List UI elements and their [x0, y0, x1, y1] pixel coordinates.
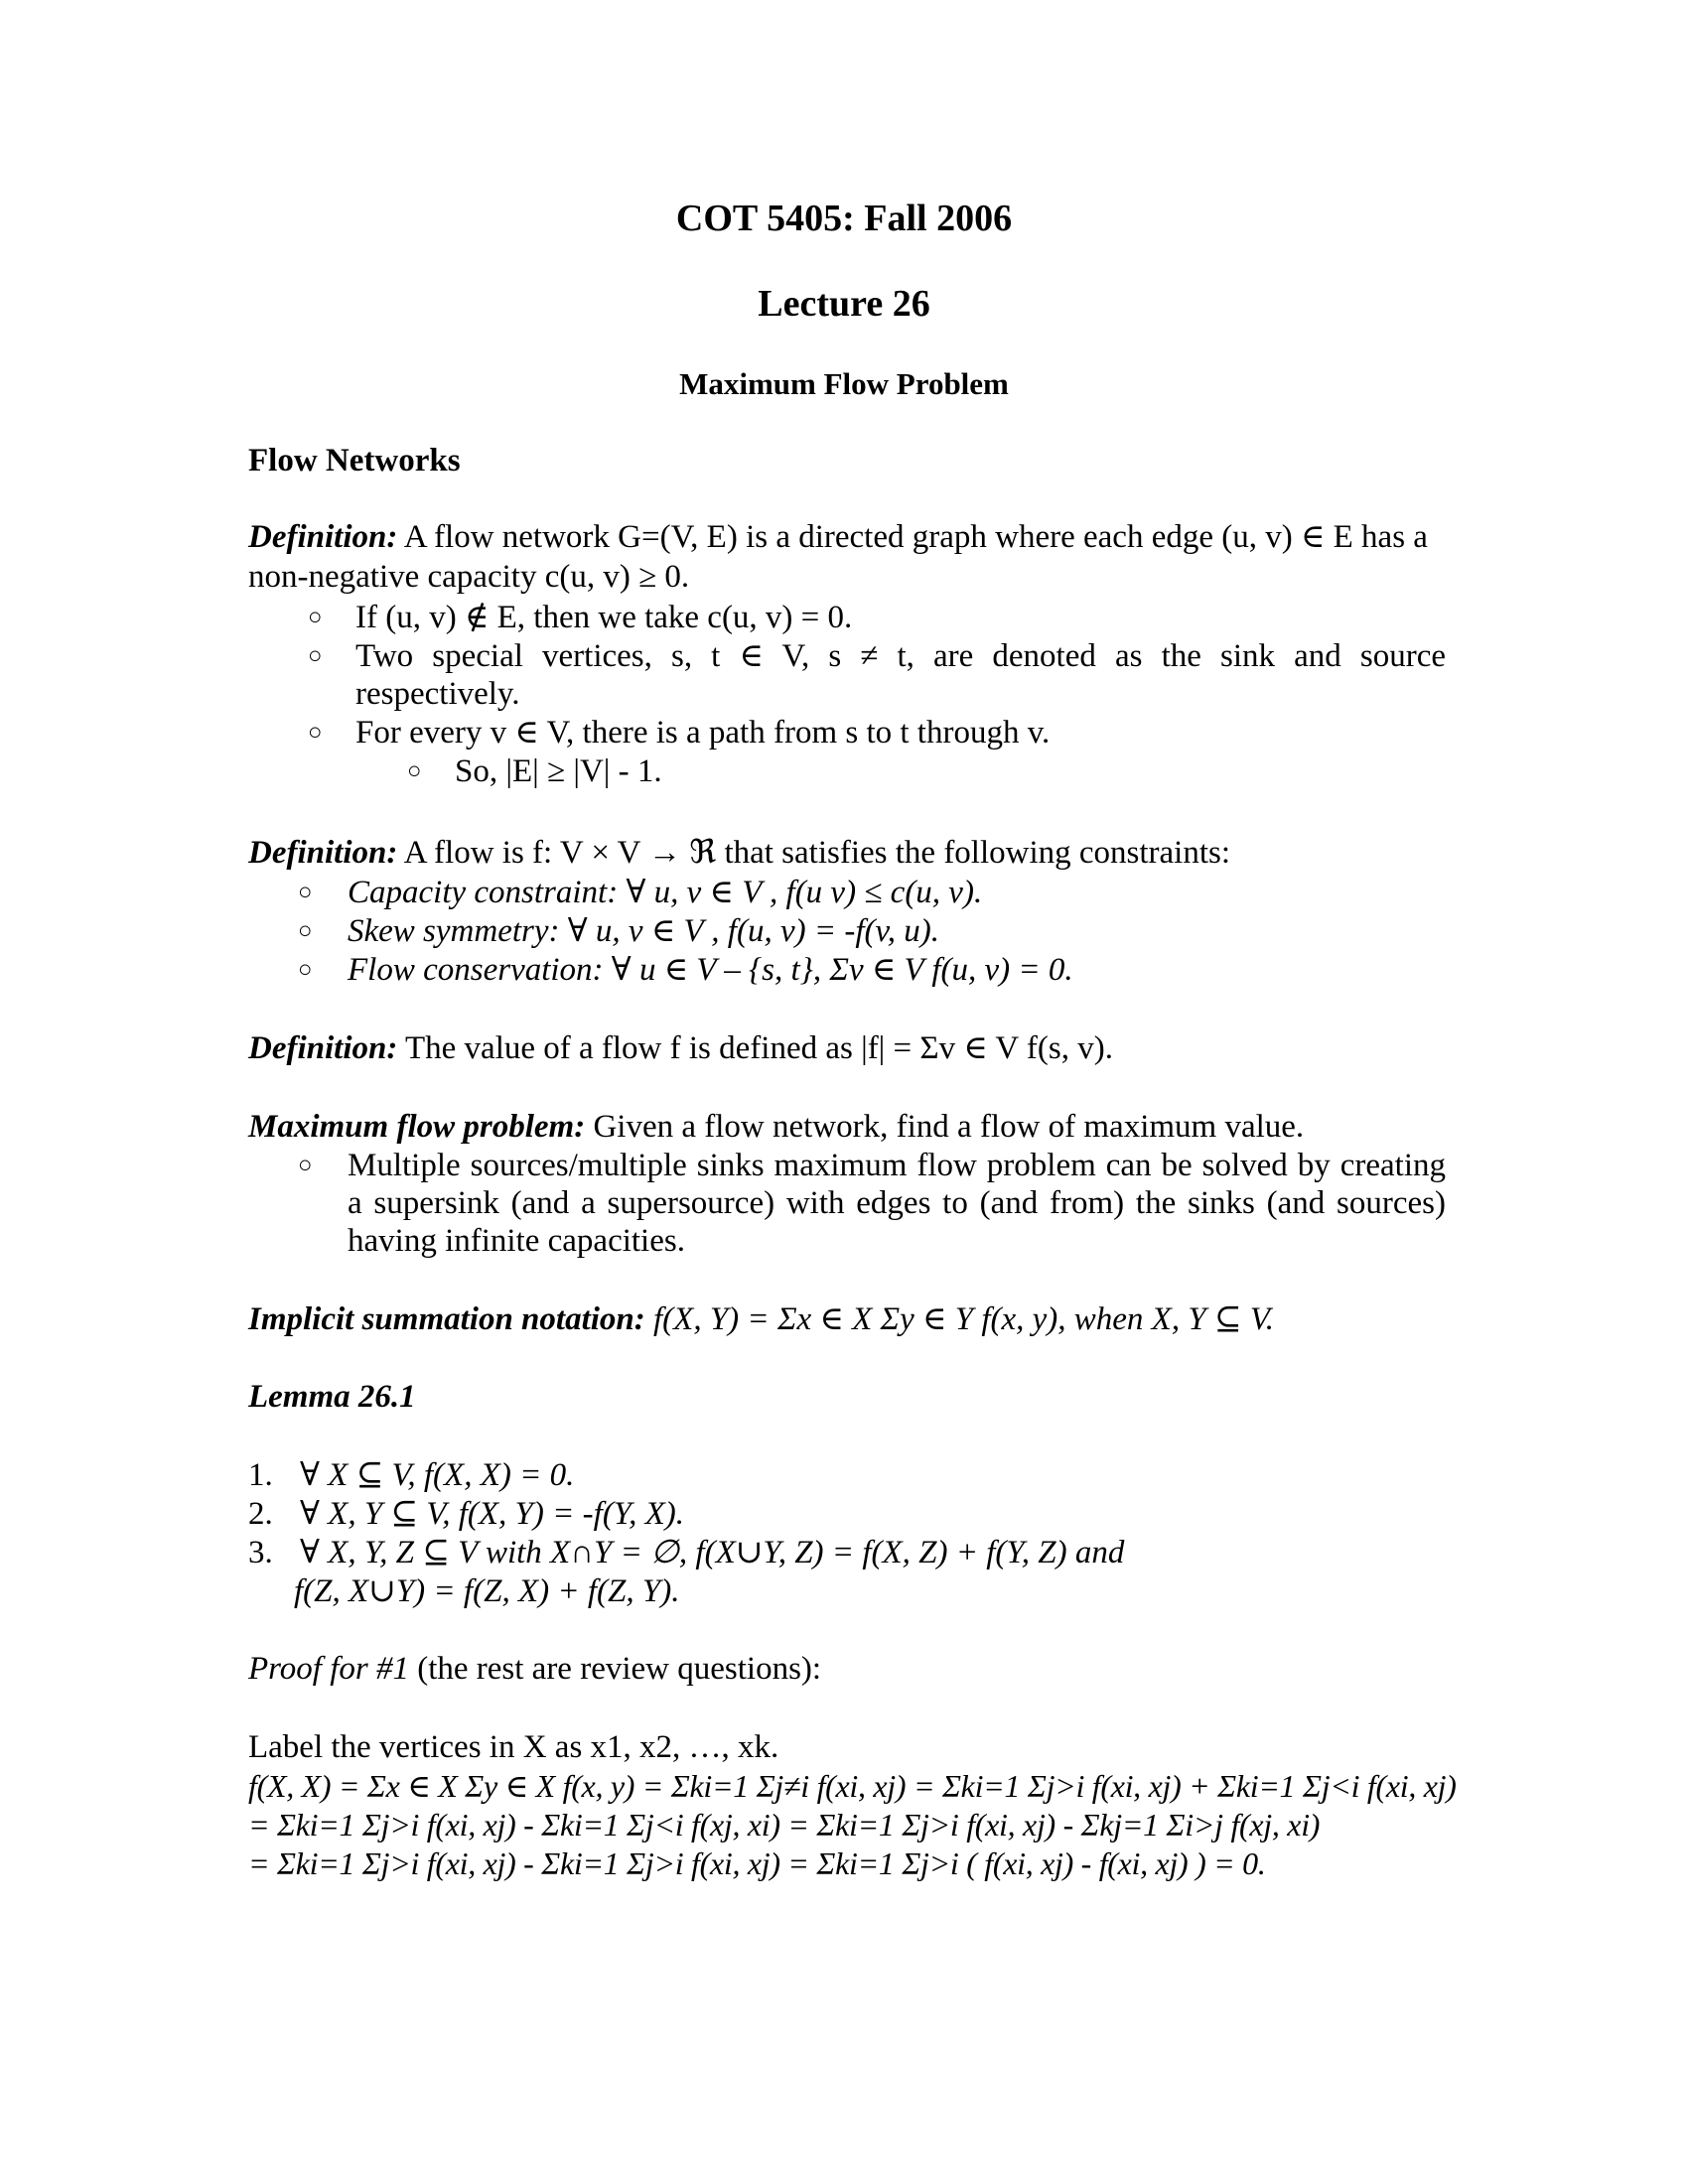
- proof-line: [248, 1649, 1446, 1689]
- section-heading: Flow Networks: [248, 443, 461, 478]
- proof-equation-1: f(X, X) = Σx ∈ X Σy ∈ X f(x, y) = Σki=1 Σj≠i f(xi, xj) = Σki=1 Σj>i f(xi, xj) + Σki=1 Σj<i f(xi, xj): [248, 1768, 1457, 1804]
- flow-conservation: Flow conservation: ∀ u ∈ V – {s, t}, Σv ∈ V f(u, v) = 0.: [348, 952, 1073, 988]
- definition-1-sub-bullet: So, |E| ≥ |V| - 1.: [455, 753, 662, 789]
- definition-1-bullet-2: Two special vertices, s, t ∈ V, s ≠ t, are denoted as the sink and source: [355, 638, 1446, 674]
- bullet-icon: ○: [308, 605, 323, 630]
- course-title: COT 5405: Fall 2006: [675, 198, 1013, 239]
- lemma-item-number: 3.: [248, 1535, 273, 1570]
- implicit-summation-label: Implicit summation notation:: [248, 1301, 645, 1337]
- definition-3-label: Definition:: [248, 1030, 398, 1066]
- definition-2-line: [248, 833, 1446, 873]
- lemma-item-2: ∀ X, Y ⊆ V, f(X, Y) = -f(Y, X).: [300, 1496, 685, 1532]
- max-flow-bullet-line-3: having infinite capacities.: [348, 1223, 685, 1259]
- lemma-item-3: ∀ X, Y, Z ⊆ V with X∩Y = ∅, f(X∪Y, Z) = f(X, Z) + f(Y, Z) and: [300, 1535, 1125, 1570]
- bullet-icon: ○: [308, 720, 323, 746]
- bullet-icon: ○: [298, 1153, 313, 1178]
- definition-2-text: A flow is f: V × V → ℜ that satisfies the following constraints:: [403, 835, 1231, 871]
- definition-1-bullet-3: For every v ∈ V, there is a path from s to t through v.: [355, 715, 1051, 751]
- bullet-icon: ○: [308, 643, 323, 669]
- max-flow-label: Maximum flow problem:: [248, 1109, 586, 1145]
- max-flow-line: [248, 1107, 1446, 1147]
- implicit-summation-text: f(X, Y) = Σx ∈ X Σy ∈ Y f(x, y), when X, Y ⊆ V.: [653, 1301, 1274, 1337]
- definition-3-text: The value of a flow f is defined as |f| = Σv ∈ V f(s, v).: [405, 1030, 1113, 1066]
- definition-3-line: [248, 1028, 1446, 1068]
- skew-symmetry: Skew symmetry: ∀ u, v ∈ V , f(u, v) = -f(v, u).: [348, 913, 939, 949]
- definition-1-bullet-2-cont: respectively.: [355, 676, 520, 712]
- implicit-summation-line: [248, 1299, 1446, 1339]
- lemma-item-1: ∀ X ⊆ V, f(X, X) = 0.: [300, 1457, 575, 1493]
- bullet-icon: ○: [298, 918, 313, 944]
- lemma-item-number: 1.: [248, 1457, 273, 1493]
- max-flow-text: Given a flow network, find a flow of maximum value.: [593, 1109, 1305, 1145]
- max-flow-bullet-line-1: Multiple sources/multiple sinks maximum flow problem can be solved by creating: [348, 1148, 1446, 1183]
- max-flow-bullet-line-2: a supersink (and a supersource) with edges to (and from) the sinks (and sources): [348, 1185, 1446, 1221]
- definition-2-label: Definition:: [248, 835, 398, 871]
- definition-1-bullet-1: If (u, v) ∉ E, then we take c(u, v) = 0.: [355, 600, 853, 635]
- lemma-item-number: 2.: [248, 1496, 273, 1532]
- definition-1-line-2: non-negative capacity c(u, v) ≥ 0.: [248, 559, 690, 595]
- proof-equation-2: = Σki=1 Σj>i f(xi, xj) - Σki=1 Σj<i f(xj, xi) = Σki=1 Σj>i f(xi, xj) - Σkj=1 Σi>j f(xj, xi): [248, 1807, 1321, 1843]
- definition-1-line-1: [248, 517, 1446, 557]
- bullet-icon: ○: [298, 880, 313, 905]
- definition-1-text: A flow network G=(V, E) is a directed graph where each edge (u, v) ∈ E has a: [403, 519, 1428, 555]
- topic-title: Maximum Flow Problem: [679, 366, 1009, 401]
- bullet-icon: ○: [407, 758, 422, 784]
- bullet-icon: ○: [298, 957, 313, 983]
- proof-equation-3: = Σki=1 Σj>i f(xi, xj) - Σki=1 Σj>i f(xi, xj) = Σki=1 Σj>i ( f(xi, xj) - f(xi, xj) ) = 0.: [248, 1845, 1266, 1881]
- proof-intro: Label the vertices in X as x1, x2, …, xk.: [248, 1729, 779, 1765]
- lecture-title: Lecture 26: [758, 283, 930, 325]
- definition-1-label: Definition:: [248, 519, 398, 555]
- proof-note: (the rest are review questions):: [417, 1651, 822, 1687]
- lemma-heading: Lemma 26.1: [248, 1379, 416, 1415]
- proof-label: Proof for #1: [248, 1651, 409, 1687]
- capacity-constraint: Capacity constraint: ∀ u, v ∈ V , f(u v) ≤ c(u, v).: [348, 875, 983, 910]
- lemma-item-3-cont: f(Z, X∪Y) = f(Z, X) + f(Z, Y).: [294, 1573, 680, 1609]
